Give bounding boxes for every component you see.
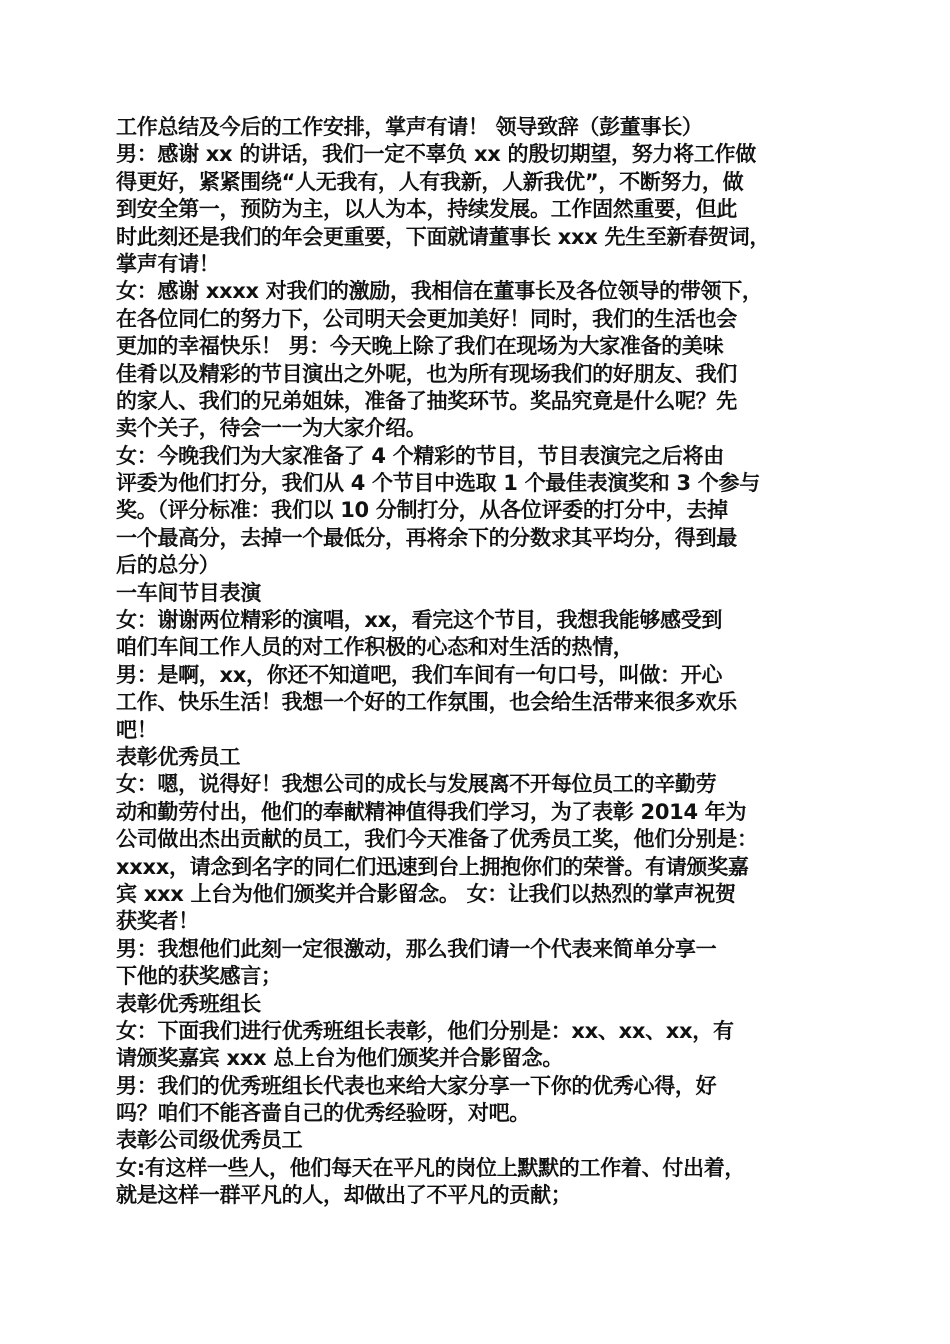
text-line: 在各位同仁的努力下，公司明天会更加美好！同时，我们的生活也会 [116, 306, 737, 331]
text-line: 一个最高分，去掉一个最低分，再将余下的分数求其平均分，得到最 [116, 525, 737, 550]
text-line: 吗？咱们不能吝啬自己的优秀经验呀，对吧。 [116, 1101, 530, 1126]
text-line: 女：嗯，说得好！我想公司的成长与发展离不开每位员工的辛勤劳 [116, 772, 717, 797]
text-line: 吧！ [116, 717, 158, 742]
document-body [116, 114, 846, 1210]
text-line: 后的总分） [116, 553, 220, 578]
text-line: 就是这样一群平凡的人，却做出了不平凡的贡献； [116, 1183, 572, 1208]
text-line: 到安全第一，预防为主，以人为本，持续发展。工作固然重要，但此 [116, 197, 737, 222]
text-line: 宾 xxx 上台为他们颁奖并合影留念。 女：让我们以热烈的掌声祝贺 [116, 881, 736, 906]
text-line: 表彰优秀班组长 [116, 991, 261, 1016]
text-line: 佳肴以及精彩的节目演出之外呢，也为所有现场我们的好朋友、我们 [116, 361, 737, 386]
text-line: 得更好，紧紧围绕“人无我有，人有我新，人新我优”，不断努力，做 [116, 169, 744, 194]
text-line: 表彰优秀员工 [116, 744, 241, 769]
text-line: 的家人、我们的兄弟姐妹，准备了抽奖环节。奖品究竟是什么呢？先 [116, 388, 737, 413]
text-line: 男：是啊，xx，你还不知道吧，我们车间有一句口号，叫做：开心 [116, 662, 723, 687]
text-line: 工作、快乐生活！我想一个好的工作氛围，也会给生活带来很多欢乐 [116, 690, 737, 715]
text-line: 一车间节目表演 [116, 580, 261, 605]
text-line: 表彰公司级优秀员工 [116, 1128, 303, 1153]
text-line: 男：我想他们此刻一定很激动，那么我们请一个代表来简单分享一 [116, 936, 717, 961]
text-line: 公司做出杰出贡献的员工，我们今天准备了优秀员工奖，他们分别是： [116, 827, 758, 852]
text-line: xxxx，请念到名字的同仁们迅速到台上拥抱你们的荣誉。有请颁奖嘉 [116, 854, 749, 879]
text-line: 男：我们的优秀班组长代表也来给大家分享一下你的优秀心得，好 [116, 1073, 717, 1098]
text-line: 工作总结及今后的工作安排，掌声有请！ 领导致辞（彭董事长） [116, 115, 703, 139]
text-line: 获奖者！ [116, 909, 199, 934]
text-line: 动和勤劳付出，他们的奉献精神值得我们学习，为了表彰 2014 年为 [116, 799, 747, 824]
text-line: 下他的获奖感言； [116, 964, 282, 989]
text-line: 评委为他们打分，我们从 4 个节目中选取 1 个最佳表演奖和 3 个参与 [116, 471, 760, 496]
text-line: 卖个关子，待会一一为大家介绍。 [116, 416, 427, 441]
text-line: 时此刻还是我们的年会更重要，下面就请董事长 xxx 先生至新春贺词， [116, 224, 771, 249]
text-line: 请颁奖嘉宾 xxx 总上台为他们颁奖并合影留念。 [116, 1046, 564, 1071]
text-line: 女：感谢 xxxx 对我们的激励，我相信在董事长及各位领导的带领下， [116, 279, 763, 304]
text-line: 咱们车间工作人员的对工作积极的心态和对生活的热情， [116, 635, 634, 660]
text-line: 女:有这样一些人，他们每天在平凡的岗位上默默的工作着、付出着， [116, 1155, 746, 1180]
text-line: 女：谢谢两位精彩的演唱，xx，看完这个节目，我想我能够感受到 [116, 608, 723, 633]
text-line: 奖。（评分标准：我们以 10 分制打分，从各位评委的打分中，去掉 [116, 498, 728, 523]
text-line: 掌声有请！ [116, 251, 220, 276]
text-line: 更加的幸福快乐！ 男：今天晚上除了我们在现场为大家准备的美味 [116, 334, 724, 359]
text-line: 男：感谢 xx 的讲话，我们一定不辜负 xx 的殷切期望，努力将工作做 [116, 142, 756, 167]
text-line: 女：今晚我们为大家准备了 4 个精彩的节目，节目表演完之后将由 [116, 443, 724, 468]
text-line: 女：下面我们进行优秀班组长表彰，他们分别是：xx、xx、xx，有 [116, 1018, 734, 1043]
